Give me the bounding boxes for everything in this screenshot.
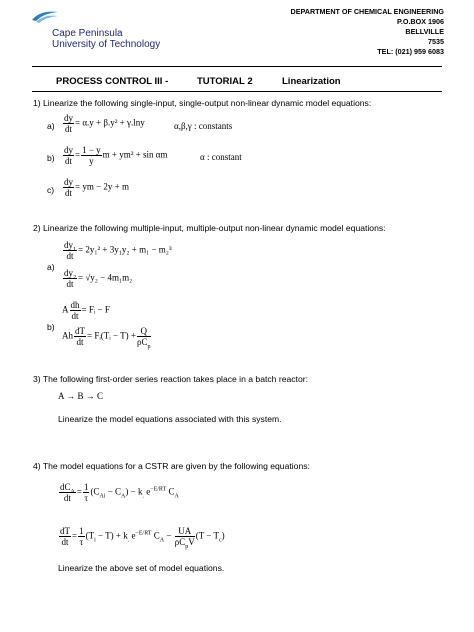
title-tutorial: TUTORIAL 2 <box>197 76 253 87</box>
q2-b-equation-1: A $\frac{dh}{dt}$ = Fᵢ − F <box>62 300 110 321</box>
logo <box>30 8 60 24</box>
title-rule-top <box>32 66 442 67</box>
q2-a-equation-2: $\frac{dy_2}{dt}$ = √y₂ − 4m₁m₂ <box>64 268 133 289</box>
q1-b-equation: $\frac{dy}{dt}$ = $\frac{1 - y}{y}$ m + ym² + sin αm <box>64 145 168 166</box>
q1-b-label: b) <box>47 153 55 163</box>
q2-b-label: b) <box>47 322 55 332</box>
q2-b-eq2: = Fᵢ(Tᵢ − T) + <box>87 330 137 341</box>
q1-a-constants: α,β,γ : constants <box>174 121 233 131</box>
q2-text: 2) Linearize the following multiple-input, multiple-output non-linear dynamic model equations: <box>33 223 386 233</box>
title-course: PROCESS CONTROL III - <box>56 76 169 87</box>
q1-a-label: a) <box>47 121 55 131</box>
logo-line2: University of Technology <box>52 39 161 50</box>
q4-equation-1: $\frac{dC_A}{dt}$ = $\frac{1}{\tau}$ $(C_{Ai} - C_A) - k_.$ $e^{-E/RT}$ $C_A$ <box>60 482 179 503</box>
q4-instruction: Linearize the above set of model equations. <box>58 563 225 573</box>
q2-a-equation-1: $\frac{dy_1}{dt}$ = 2y₁² + 3y₁y₂ + m₁ − m₂³ <box>64 240 172 261</box>
q1-text: 1) Linearize the following single-input, single-output non-linear dynamic model equations: <box>33 98 372 108</box>
q1-b-constants: α : constant <box>200 152 242 162</box>
title-topic: Linearization <box>282 76 341 87</box>
department-block <box>224 7 444 57</box>
q2-a-label: a) <box>47 262 55 272</box>
q3-text: 3) The following first-order series reaction takes place in a batch reactor: <box>33 374 308 384</box>
q3-reaction: A → B → C <box>58 391 104 401</box>
q1-a-equation: $\frac{dy}{dt}$ = α.y + β.y² + γ.lny <box>64 113 145 134</box>
q4-equation-2: $\frac{dT}{dt}$ = $\frac{1}{\tau}$ $(T_i - T) + k_.$ $e^{-E/RT}$ $C_A$ − $\frac{UA}{\rho C_pV}$ $(T - T_c)$ <box>60 526 225 550</box>
q1-b-eq-tail: m + ym² + sin αm <box>102 149 168 160</box>
q1-c-eq-tail: = ym − 2y + m <box>75 181 129 192</box>
q2-b-eq1: = Fᵢ − F <box>81 304 110 315</box>
q1-c-equation: $\frac{dy}{dt}$ = ym − 2y + m <box>64 177 129 198</box>
dept-line: BELLVILLE <box>405 27 444 36</box>
title-rule-bottom <box>32 91 442 92</box>
q1-a-eq-tail: = α.y + β.y² + γ.lny <box>75 117 145 128</box>
dept-line: P.O.BOX 1906 <box>396 17 444 26</box>
q4-text: 4) The model equations for a CSTR are given by the following equations: <box>33 461 310 471</box>
dept-line: 7535 <box>428 37 444 46</box>
q2-a-eq2: = √y₂ − 4m₁m₂ <box>78 272 133 283</box>
dept-line: TEL: (021) 959 6083 <box>377 47 444 56</box>
q3-instruction: Linearize the model equations associated with this system. <box>58 414 282 424</box>
q2-a-eq1: = 2y₁² + 3y₁y₂ + m₁ − m₂³ <box>78 244 172 255</box>
q2-b-equation-2: Ah $\frac{dT}{dt}$ = Fᵢ(Tᵢ − T) + $\frac{Q}{\rho C_p}$ <box>62 326 151 350</box>
q1-c-label: c) <box>47 185 55 195</box>
logo-line1: Cape Peninsula <box>52 28 123 39</box>
dept-line: DEPARTMENT OF CHEMICAL ENGINEERING <box>290 7 444 16</box>
